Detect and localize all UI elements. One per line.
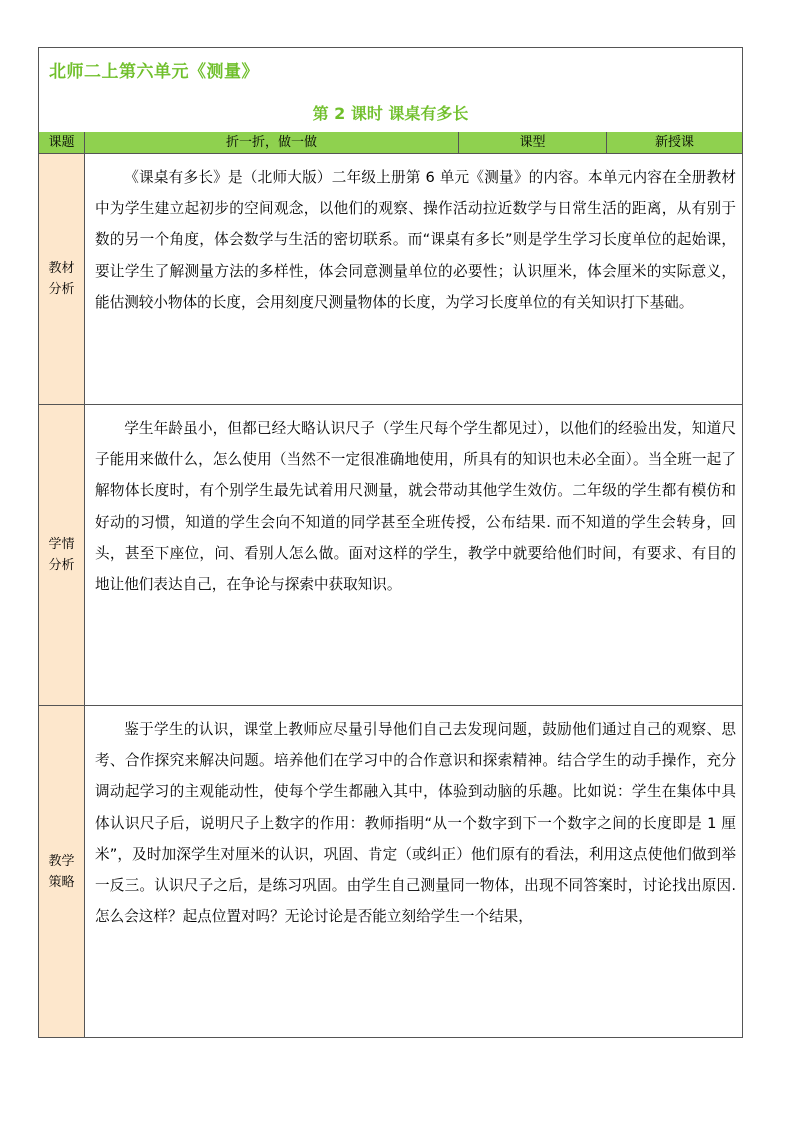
section-body: 鉴于学生的认识，课堂上教师应尽量引导他们自己去发现问题，鼓励他们通过自己的观察、思考、合作探究来解决问题。培养他们在学习中的合作意识和探索精神。结合学生的动手操作，充分调动起学习的主观能动性，使每个学生都融入其中，体验到动脑的乐趣。比如说：学生在集体中具体认识尺子后，说明尺子上数字的作用：教师指明“从一个数字到下一个数字之间的长度即是 1 厘米”，及时加深学生对厘米的认识，巩固、肯定（或纠正）他们原有的看法，利用这点使他们做到举一反三。认识尺子之后，是练习巩固。由学生自己测量同一物体，出现不同答案时，讨论找出原因. 怎么会这样？起点位置对吗？无论讨论是否能立刻给学生一个结果，	[95, 721, 736, 926]
info-row	[39, 132, 742, 154]
section-label: 教材分析	[39, 154, 85, 404]
lesson-plan-table	[38, 47, 743, 1038]
section-body: 学生年龄虽小，但都已经大略认识尺子（学生尺每个学生都见过），以他们的经验出发，知道尺子能用来做什么，怎么使用（当然不一定很准确地使用，所具有的知识也未必全面）。当全班一起了解物体长度时，有个别学生最先试着用尺测量，就会带动其他学生效仿。二年级的学生都有模仿和好动的习惯，知道的学生会向不知道的同学甚至全班传授，公布结果. 而不知道的学生会转身，回头，甚至下座位，问、看别人怎么做。面对这样的学生，教学中就要给他们时间，有要求、有目的地让他们表达自己，在争论与探索中获取知识。	[95, 420, 736, 594]
title-row	[39, 48, 742, 133]
section-body: 《课桌有多长》是（北师大版）二年级上册第 6 单元《测量》的内容。本单元内容在全册教材中为学生建立起初步的空间观念，以他们的观察、操作活动拉近数学与日常生活的距离，从有别于数的另一个角度，体会数学与生活的密切联系。而“课桌有多长”则是学生学习长度单位的起始课，要让学生了解测量方法的多样性，体会同意测量单位的必要性；认识厘米，体会厘米的实际意义，能估测较小物体的长度，会用刻度尺测量物体的长度，为学习长度单位的有关知识打下基础。	[95, 169, 736, 311]
type-value: 新授课	[654, 135, 694, 150]
topic-label: 课题	[39, 132, 85, 153]
topic-value: 折一折，做一做	[85, 132, 459, 153]
section-teaching-strategy	[39, 706, 742, 1037]
section-textbook-analysis	[39, 154, 742, 405]
lesson-title: 第 2 课时 课桌有多长	[312, 104, 469, 123]
type-label: 课型	[459, 132, 607, 153]
unit-title: 北师二上第六单元《测量》	[49, 62, 259, 82]
section-student-analysis	[39, 405, 742, 706]
section-label: 学情分析	[39, 405, 85, 705]
section-label: 教学策略	[39, 706, 85, 1037]
